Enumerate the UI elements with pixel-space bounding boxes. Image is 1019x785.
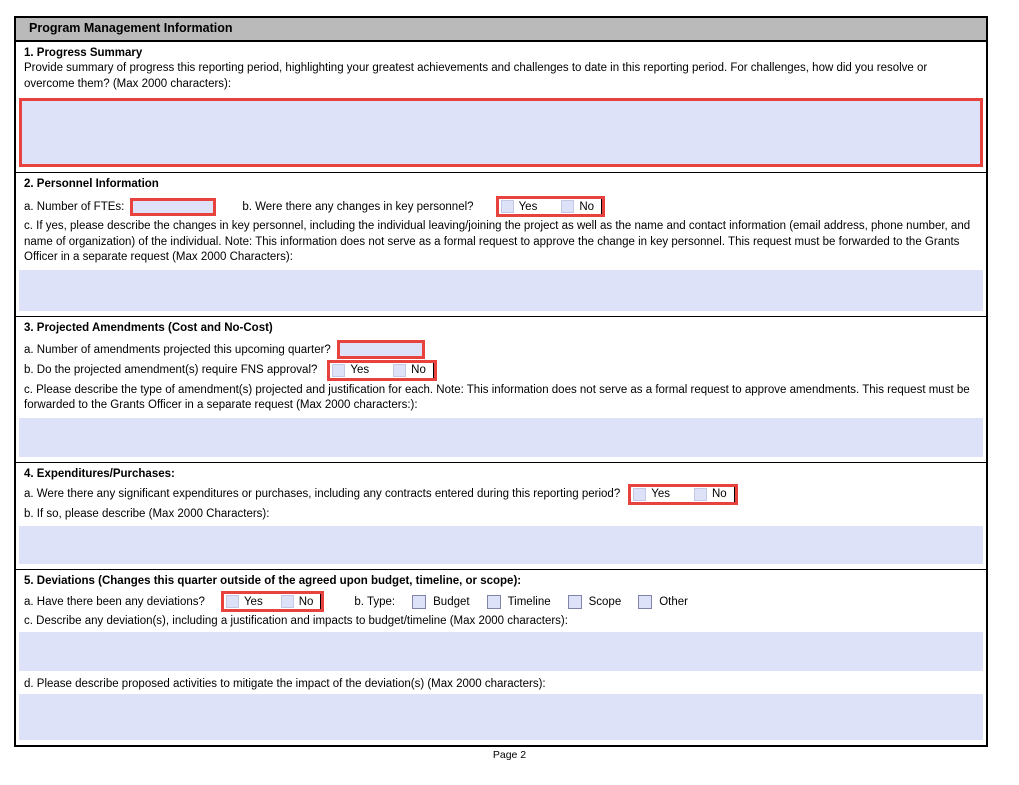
scope-label: Scope bbox=[588, 595, 622, 608]
no-label: No bbox=[711, 488, 727, 500]
deviations-describe-label: c. Describe any deviation(s), including a justification and impacts to budget/timeline (Max 2000 characters): bbox=[24, 615, 568, 627]
ftes-label: a. Number of FTEs: bbox=[24, 200, 125, 213]
form-title: Program Management Information bbox=[29, 21, 233, 35]
amendments-approval-yesno bbox=[327, 360, 436, 381]
personnel-describe-textarea[interactable] bbox=[19, 270, 983, 311]
budget-label: Budget bbox=[433, 595, 470, 608]
program-management-form bbox=[14, 16, 988, 747]
amendments-row-b bbox=[24, 360, 978, 381]
personnel-changes-yesno bbox=[496, 196, 605, 217]
deviations-mitigate-textarea[interactable] bbox=[19, 694, 983, 740]
expenditures-yes-checkbox[interactable] bbox=[633, 488, 646, 501]
personnel-title: 2. Personnel Information bbox=[24, 178, 159, 190]
personnel-yes-checkbox[interactable] bbox=[501, 200, 514, 213]
no-label: No bbox=[411, 364, 426, 376]
amendments-count-label: a. Number of amendments projected this upcoming quarter? bbox=[24, 343, 331, 356]
yesno-inner bbox=[631, 487, 734, 502]
yes-label: Yes bbox=[350, 364, 370, 376]
scope-checkbox[interactable] bbox=[568, 595, 582, 609]
yes-label: Yes bbox=[243, 595, 263, 608]
deviations-type-label: b. Type: bbox=[354, 595, 396, 608]
section-progress-summary bbox=[16, 42, 986, 172]
amendments-yes-checkbox[interactable] bbox=[332, 364, 345, 377]
yesno-inner bbox=[499, 199, 602, 214]
deviations-row-a-b bbox=[24, 591, 978, 612]
personnel-describe-label: c. If yes, please describe the changes in key personnel, including the individual leaving/joining the project as well as the name and contact information (email address, phone number, and name of organization) of the individual. Note: This information does not serve as a formal request to approve the change in key personnel. This request must be forwarded to the Grants Officer in a separate request (Max 2000 Characters): bbox=[24, 220, 971, 263]
yes-label: Yes bbox=[518, 200, 538, 213]
section-personnel-information bbox=[16, 172, 986, 316]
no-label: No bbox=[579, 200, 595, 213]
amendments-no-checkbox[interactable] bbox=[393, 364, 406, 377]
timeline-label: Timeline bbox=[507, 595, 551, 608]
deviations-yes-checkbox[interactable] bbox=[226, 595, 239, 608]
amendments-row-a bbox=[24, 340, 978, 360]
page-number: Page 2 bbox=[492, 749, 527, 761]
deviations-yesno bbox=[221, 591, 324, 612]
type-option-budget bbox=[412, 595, 469, 609]
personnel-row-a-b bbox=[24, 196, 978, 217]
amendments-describe-label: c. Please describe the type of amendment(s) projected and justification for each. Note: This information does not serve as a formal request to approve amendments. This request must be forwarded to the Grants Officer in a separate request (Max 2000 characters:): bbox=[24, 383, 970, 411]
ftes-input[interactable] bbox=[130, 198, 216, 216]
type-option-other bbox=[638, 595, 688, 609]
form-header-bar bbox=[16, 18, 986, 42]
amendments-describe-textarea[interactable] bbox=[19, 418, 983, 457]
amendments-approval-label: b. Do the projected amendment(s) require FNS approval? bbox=[24, 364, 318, 376]
deviations-mitigate-label: d. Please describe proposed activities to mitigate the impact of the deviation(s) (Max 2000 characters): bbox=[24, 677, 546, 690]
expenditures-title: 4. Expenditures/Purchases: bbox=[24, 467, 175, 480]
section-deviations bbox=[16, 569, 986, 745]
other-checkbox[interactable] bbox=[638, 595, 652, 609]
progress-summary-description: Provide summary of progress this reporting period, highlighting your greatest achievements and challenges to date in this reporting period. For challenges, how did you resolve or overcome them? (Max 2000 characters): bbox=[24, 62, 928, 90]
deviations-title: 5. Deviations (Changes this quarter outside of the agreed upon budget, timeline, or scope): bbox=[24, 575, 522, 587]
section-projected-amendments bbox=[16, 316, 986, 462]
expenditures-describe-label: b. If so, please describe (Max 2000 Characters): bbox=[24, 507, 270, 520]
personnel-no-checkbox[interactable] bbox=[561, 200, 574, 213]
timeline-checkbox[interactable] bbox=[487, 595, 501, 609]
no-label: No bbox=[298, 595, 314, 608]
other-label: Other bbox=[659, 595, 688, 608]
deviations-describe-textarea[interactable] bbox=[19, 632, 983, 671]
yesno-inner bbox=[330, 363, 433, 378]
expenditures-describe-textarea[interactable] bbox=[19, 526, 983, 564]
section-expenditures-purchases bbox=[16, 462, 986, 570]
type-option-timeline bbox=[487, 595, 551, 609]
expenditures-no-checkbox[interactable] bbox=[694, 488, 707, 501]
expenditures-significant-label: a. Were there any significant expenditures or purchases, including any contracts entered during this reporting period? bbox=[24, 488, 621, 500]
progress-summary-textarea[interactable] bbox=[19, 98, 983, 167]
amendments-count-input[interactable] bbox=[337, 340, 425, 359]
deviations-any-label: a. Have there been any deviations? bbox=[24, 595, 205, 608]
expenditures-row-a bbox=[24, 484, 978, 505]
expenditures-yesno bbox=[628, 484, 737, 505]
deviations-no-checkbox[interactable] bbox=[281, 595, 294, 608]
amendments-title: 3. Projected Amendments (Cost and No-Cost) bbox=[24, 321, 273, 334]
type-option-scope bbox=[568, 595, 622, 609]
progress-summary-title: 1. Progress Summary bbox=[24, 47, 143, 59]
personnel-changes-label: b. Were there any changes in key personnel? bbox=[242, 200, 474, 213]
yesno-inner bbox=[224, 594, 321, 609]
budget-checkbox[interactable] bbox=[412, 595, 426, 609]
yes-label: Yes bbox=[651, 488, 670, 500]
